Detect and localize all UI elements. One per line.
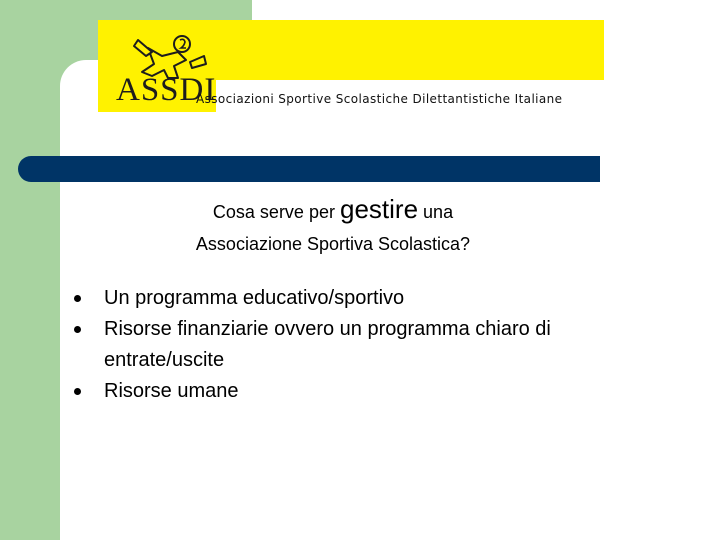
assdi-logo [98, 20, 604, 112]
list-item [74, 376, 614, 407]
title-bar [18, 156, 600, 182]
title-emphasis: gestire [339, 194, 419, 224]
bullet-dot-icon [74, 295, 81, 302]
title-part-2: una [423, 202, 454, 222]
bullet-list [74, 283, 614, 407]
slide-title [60, 193, 606, 260]
title-part-1: Cosa serve per [212, 202, 335, 222]
list-item [74, 314, 614, 376]
title-line-1 [60, 193, 606, 228]
bullet-dot-icon [74, 326, 81, 333]
logo-subtitle: Associazioni Sportive Scolastiche Dilettantistiche Italiane [196, 92, 563, 106]
bullet-text: Un programma educativo/sportivo [104, 287, 405, 309]
list-item [74, 283, 614, 314]
bullet-dot-icon [74, 388, 81, 395]
logo-wordmark: ASSDI [116, 72, 217, 108]
bullet-text: Risorse finanziarie ovvero un programma chiaro di entrate/uscite [104, 318, 551, 371]
bullet-text: Risorse umane [104, 380, 239, 402]
title-line-2: Associazione Sportiva Scolastica? [195, 234, 471, 254]
